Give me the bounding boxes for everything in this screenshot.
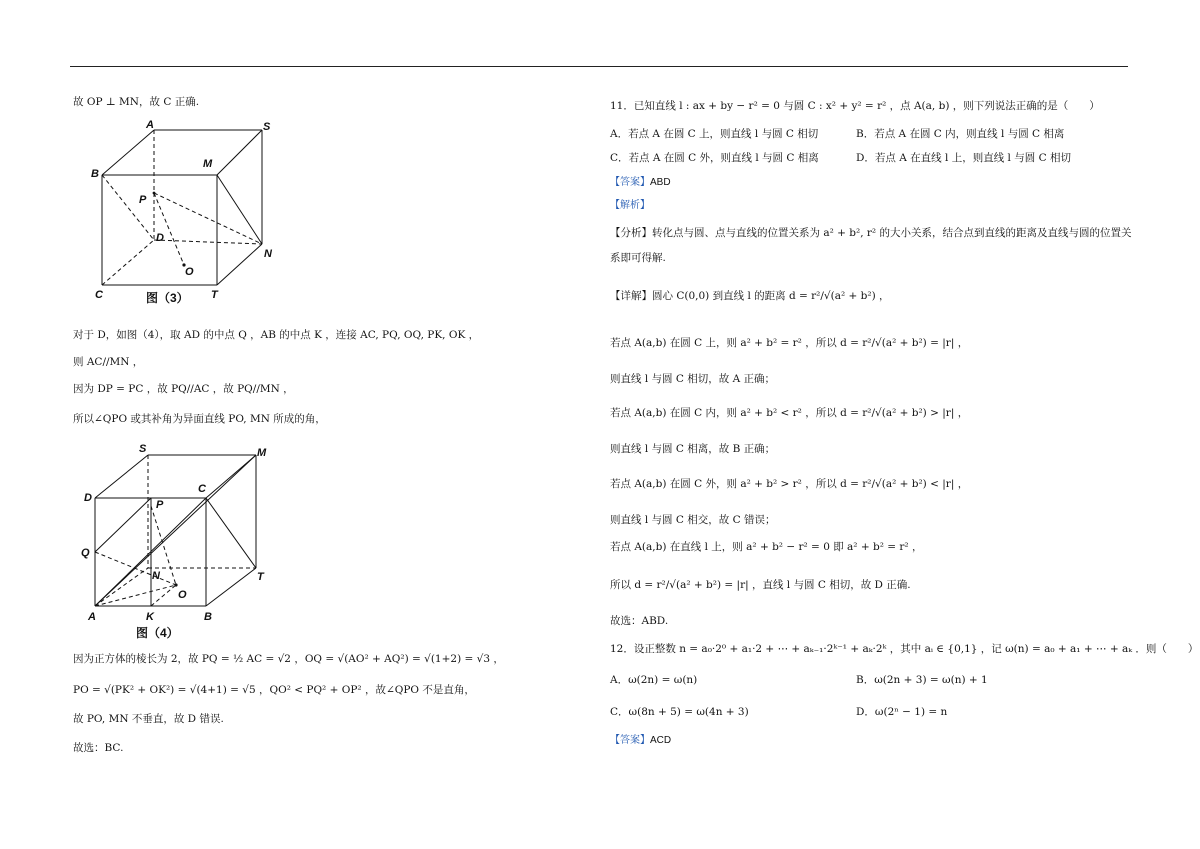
figure-caption: 图（4） xyxy=(136,626,179,640)
text-line: 因为 DP = PC ，故 PQ//AC ，故 PQ//MN ， xyxy=(73,383,294,395)
answer-line xyxy=(610,175,671,190)
figure-caption: 图（3） xyxy=(146,291,189,305)
answer-tag: 【答案】 xyxy=(610,735,650,746)
question-11: 11．已知直线 l : ax + by − r² = 0 与圆 C : x² + y² = r² ，点 A(a, b) ，则下列说法正确的是（ ） xyxy=(610,100,1100,112)
vertex-label-t: T xyxy=(211,289,218,301)
vertex-label-c: C xyxy=(198,483,206,495)
vertex-label-m: M xyxy=(257,447,267,459)
vertex-label-b: B xyxy=(91,168,99,180)
text-line: 若点 A(a,b) 在圆 C 内，则 a² + b² < r² ，所以 d = r²/√(a² + b²) > |r| ， xyxy=(610,407,969,419)
answer-value: ACD xyxy=(650,735,672,746)
cube-figure-3 xyxy=(80,118,290,308)
analysis-label: 【解析】 xyxy=(610,200,650,211)
cube-figure-4 xyxy=(80,442,290,642)
vertex-label-q: Q xyxy=(81,547,90,559)
text-line: 故选：ABD. xyxy=(610,615,669,627)
text-line: 若点 A(a,b) 在圆 C 外，则 a² + b² > r² ，所以 d = r²/√(a² + b²) < |r| ， xyxy=(610,478,969,490)
vertex-label-c: C xyxy=(95,289,103,301)
option-a: A．ω(2n) = ω(n) xyxy=(610,674,698,686)
vertex-label-o: O xyxy=(178,589,187,601)
text-line: PO = √(PK² + OK²) = √(4+1) = √5 ，QO² < PQ² + OP² ，故∠QPO 不是直角， xyxy=(73,684,475,696)
vertex-label-k: K xyxy=(146,611,154,623)
vertex-label-s: S xyxy=(263,121,271,133)
vertex-label-o: O xyxy=(185,266,194,278)
answer-tag: 【答案】 xyxy=(610,177,650,188)
vertex-label-n: N xyxy=(152,570,160,582)
vertex-label-d: D xyxy=(84,492,92,504)
vertex-label-b: B xyxy=(204,611,212,623)
option-d: D．ω(2ⁿ − 1) = n xyxy=(856,706,948,718)
option-b: B．ω(2n + 3) = ω(n) + 1 xyxy=(856,674,988,686)
vertex-label-m: M xyxy=(203,158,213,170)
vertex-label-t: T xyxy=(257,571,264,583)
point-o xyxy=(174,583,177,586)
text-line: 故选：BC. xyxy=(73,742,124,754)
vertex-label-n: N xyxy=(264,248,272,260)
text-line: 则直线 l 与圆 C 相离，故 B 正确； xyxy=(610,443,776,455)
text-line: 若点 A(a,b) 在直线 l 上，则 a² + b² − r² = 0 即 a² + b² = r² ， xyxy=(610,541,923,553)
text-line: 故 PO, MN 不垂直，故 D 错误. xyxy=(73,713,224,725)
text-line: 因为正方体的棱长为 2，故 PQ = ½ AC = √2 ，OQ = √(AO² + AQ²) = √(1+2) = √3 ， xyxy=(73,653,504,665)
text-line: 对于 D，如图（4），取 AD 的中点 Q ，AB 的中点 K ，连接 AC, PQ, OQ, PK, OK ， xyxy=(73,329,480,341)
text-line: 系即可得解. xyxy=(610,252,666,264)
analysis-tag xyxy=(610,198,650,213)
text-line: 故 OP ⊥ MN，故 C 正确. xyxy=(73,96,200,108)
text-line: 所以 d = r²/√(a² + b²) = |r| ，直线 l 与圆 C 相切，故 D 正确. xyxy=(610,579,911,591)
text-line: 则直线 l 与圆 C 相切，故 A 正确； xyxy=(610,373,776,385)
point-p xyxy=(153,192,156,195)
option-c: C．ω(8n + 5) = ω(4n + 3) xyxy=(610,706,749,718)
option-a: A．若点 A 在圆 C 上，则直线 l 与圆 C 相切 xyxy=(610,128,819,140)
vertex-label-a: A xyxy=(146,119,154,131)
option-d: D．若点 A 在直线 l 上，则直线 l 与圆 C 相切 xyxy=(856,152,1071,164)
text-line: 所以∠QPO 或其补角为异面直线 PO, MN 所成的角， xyxy=(73,413,326,425)
vertex-label-p: P xyxy=(156,499,164,511)
option-c: C．若点 A 在圆 C 外，则直线 l 与圆 C 相离 xyxy=(610,152,819,164)
option-b: B．若点 A 在圆 C 内，则直线 l 与圆 C 相离 xyxy=(856,128,1065,140)
vertex-label-s: S xyxy=(139,443,147,455)
text-line: 则直线 l 与圆 C 相交，故 C 错误； xyxy=(610,514,776,526)
vertex-label-p: P xyxy=(139,194,147,206)
vertex-label-a: A xyxy=(88,611,96,623)
answer-line xyxy=(610,733,671,748)
header-rule xyxy=(70,66,1128,67)
text-line: 【详解】圆心 C(0,0) 到直线 l 的距离 d = r²/√(a² + b²) ， xyxy=(610,290,890,302)
answer-value: ABD xyxy=(650,177,671,188)
text-line: 若点 A(a,b) 在圆 C 上，则 a² + b² = r² ，所以 d = r²/√(a² + b²) = |r| ， xyxy=(610,337,969,349)
text-line: 【分析】转化点与圆、点与直线的位置关系为 a² + b², r² 的大小关系，结合点到直线的距离及直线与圆的位置关 xyxy=(610,227,1132,239)
question-12: 12．设正整数 n = a₀·2⁰ + a₁·2 + ⋯ + aₖ₋₁·2ᵏ⁻¹ + aₖ·2ᵏ ，其中 aᵢ ∈ {0,1} ，记 ω(n) = a₀ + a₁ + ⋯ + aₖ ．则（ ） xyxy=(610,643,1199,655)
text-line: 则 AC//MN ， xyxy=(73,356,144,368)
vertex-label-d: D xyxy=(156,232,164,244)
